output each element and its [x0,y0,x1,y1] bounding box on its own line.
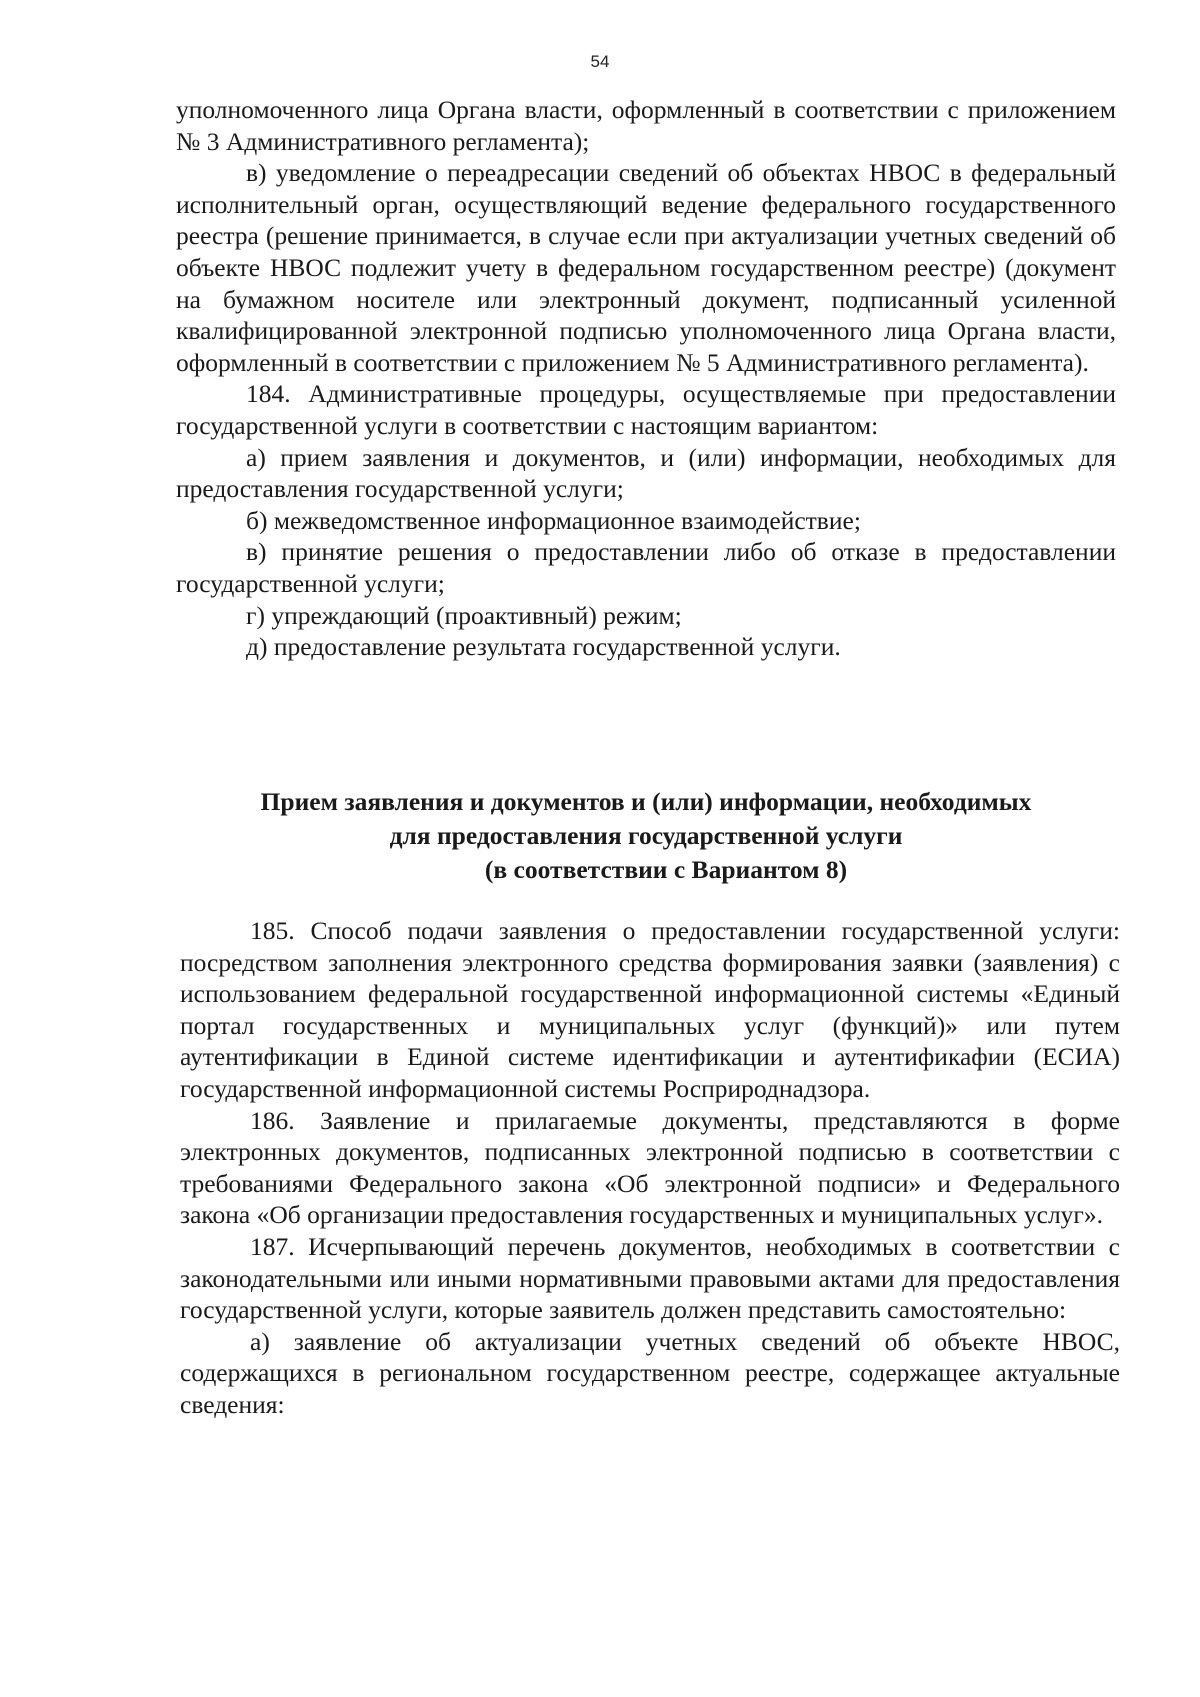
paragraph-186: 186. Заявление и прилагаемые документы, представляются в форме электронных документов, подписанных электронной подписью в соответствии с требованиями Федерального закона «Об электронной подписи» и Федерального закона «Об организации предоставления государственных и муниципальных услуг». [180,1105,1120,1230]
list-item-g: г) упреждающий (проактивный) режим; [246,600,682,630]
paragraph-185: 185. Способ подачи заявления о предоставлении государственной услуги: посредством заполнения электронного средства формирования заявки (заявления) с использованием федеральной государственной информационной системы «Единый портал государственных и муниципальных услуг (функций)» или путем аутентификации в Единой системе идентификации и аутентификафии (ЕСИА) государственной информационной системы Росприроднадзора. [180,916,1120,1103]
list-item-v: в) принятие решения о предоставлении либо об отказе в предоставлении государственной услуги; [176,537,1116,598]
text-block-bottom [180,915,1120,1421]
text-block-top [176,94,1116,663]
list-item-d: д) предоставление результата государственной услуги. [246,632,841,662]
paragraph-item-v: в) уведомление о переадресации сведений об объектах НВОС в федеральный исполнительный орган, осуществляющий ведение федерального государственного реестра (решение принимается, в случае если при актуализации учетных сведений об объекте НВОС подлежит учету в федеральном государственном реестре) (документ на бумажном носителе или электронный документ, подписанный усиленной квалифицированной электронной подписью уполномоченного лица Органа власти, оформленный в соответствии с приложением № 5 Административного регламента). [176,158,1116,377]
list-item-b: б) межведомственное информационное взаимодействие; [246,505,861,535]
paragraph-184: 184. Административные процедуры, осуществляемые при предоставлении государственной услуги в соответствии с настоящим вариантом: [176,379,1116,440]
heading-line-1: Прием заявления и документов и (или) информации, необходимых [260,787,1032,816]
list-item-a: а) прием заявления и документов, и (или) информации, необходимых для предоставления государственной услуги; [176,442,1116,504]
heading-line-2: для предоставления государственной услуги [389,821,903,850]
list-item-a-187: а) заявление об актуализации учетных сведений об объекте НВОС, содержащихся в региональном государственном реестре, содержащее актуальные сведения: [180,1326,1120,1419]
section-heading [176,785,1116,887]
paragraph-187: 187. Исчерпывающий перечень документов, необходимых в соответствии с законодательными или иными нормативными правовыми актами для предоставления государственной услуги, которые заявитель должен представить самостоятельно: [180,1231,1120,1325]
paragraph-continuation: уполномоченного лица Органа власти, оформленный в соответствии с приложением № 3 Административного регламента); [176,95,1116,156]
heading-line-3: (в соответствии с Вариантом 8) [484,855,848,884]
page-number: 54 [590,52,610,71]
